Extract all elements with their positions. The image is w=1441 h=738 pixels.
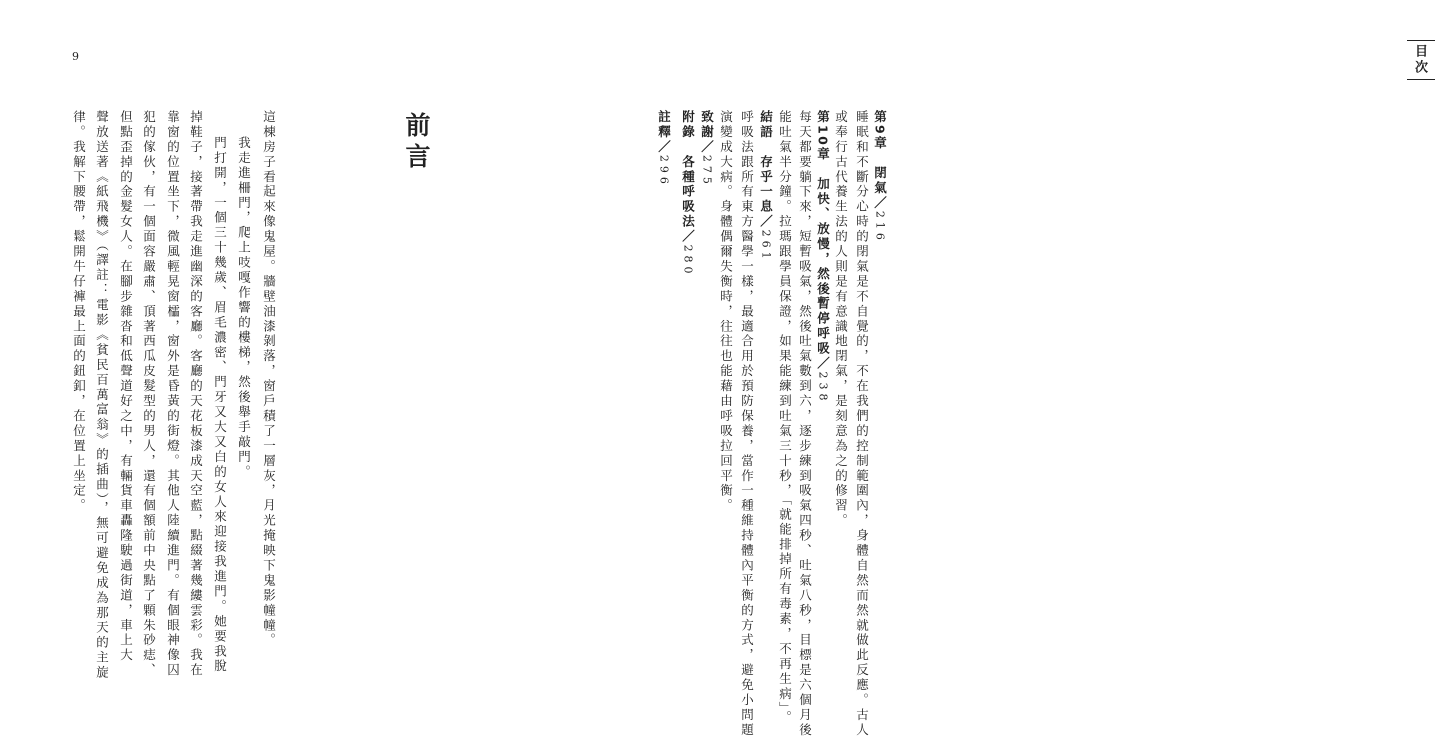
page-number: 9 (72, 50, 79, 63)
toc-summary-line: 或奉行古代養生法的人則是有意識地閉氣，是刻意為之的修習。 (833, 110, 849, 529)
toc-header-text: 目次 (1412, 44, 1427, 76)
left-page (0, 0, 500, 681)
toc-chapter-entry: 註釋／296 (656, 110, 672, 188)
toc-chapter-entry: 第9章 閉氣／216 (872, 110, 888, 244)
toc-summary-line: 呼吸法跟所有東方醫學一樣，最適合用於預防保養，當作一種維持體內平衡的方式，避免小問題 (739, 110, 755, 738)
toc-summary-line: 睡眠和不斷分心時的閉氣是不自覺的，不在我們的控制範圍內，身體自然而然就做此反應。古人 (854, 110, 870, 738)
chapter-title: 前言 (402, 112, 431, 174)
toc-chapter-entry: 致謝／275 (699, 110, 715, 188)
toc-chapter-entry: 附錄 各種呼吸法／280 (680, 110, 696, 278)
text-column: 靠窗的位置坐下，微風輕晃窗櫺，窗外是昏黃的街燈。其他人陸續進門。有個眼神像囚 (165, 110, 181, 679)
text-column: 聲放送著《紙飛機》（譯註：電影《貧民百萬富翁》的插曲），無可避免成為那天的主旋 (94, 110, 110, 681)
text-column: 犯的傢伙，有一個面容嚴肅、頂著西瓜皮髮型的男人，還有個額前中央點了顆朱砂痣、 (141, 110, 157, 679)
text-column: 門打開，一個三十幾歲、眉毛濃密、門牙又大又白的女人來迎接我進門。她要我脫 (212, 136, 228, 675)
toc-header (1401, 40, 1441, 80)
toc-chapter-entry: 第10章 加快、放慢，然後暫停呼吸／238 (815, 110, 831, 405)
text-column: 律。我解下腰帶，鬆開牛仔褲最上面的鈕釦，在位置上坐定。 (71, 110, 87, 514)
right-page (500, 0, 1427, 738)
text-column: 掉鞋子，接著帶我走進幽深的客廳。客廳的天花板漆成天空藍，點綴著幾縷雲彩。我在 (188, 110, 204, 679)
header-rule-bottom (1407, 79, 1435, 80)
text-column: 這棟房子看起來像鬼屋。牆壁油漆剝落，窗戶積了一層灰，月光掩映下鬼影幢幢。 (261, 110, 277, 649)
text-column: 我走進柵門，爬上吱嘎作響的樓梯，然後舉手敲門。 (236, 136, 252, 480)
toc-summary-line: 每天都要躺下來，短暫吸氣，然後吐氣數到六，逐步練到吸氣四秒、吐氣八秒，目標是六個月後 (797, 110, 813, 738)
text-column: 但點歪掉的金髮女人。在腳步雜沓和低聲道好之中，有輛貨車轟隆駛過街道，車上大 (118, 110, 134, 664)
toc-summary-line: 能吐氣半分鐘。拉瑪跟學員保證，如果能練到吐氣三十秒，「就能排掉所有毒素，不再生病」。 (777, 110, 793, 726)
toc-chapter-entry: 結語 存乎一息／261 (758, 110, 774, 263)
toc-summary-line: 演變成大病。身體偶爾失衡時，往往也能藉由呼吸拉回平衡。 (718, 110, 734, 514)
header-rule-top (1407, 40, 1435, 41)
